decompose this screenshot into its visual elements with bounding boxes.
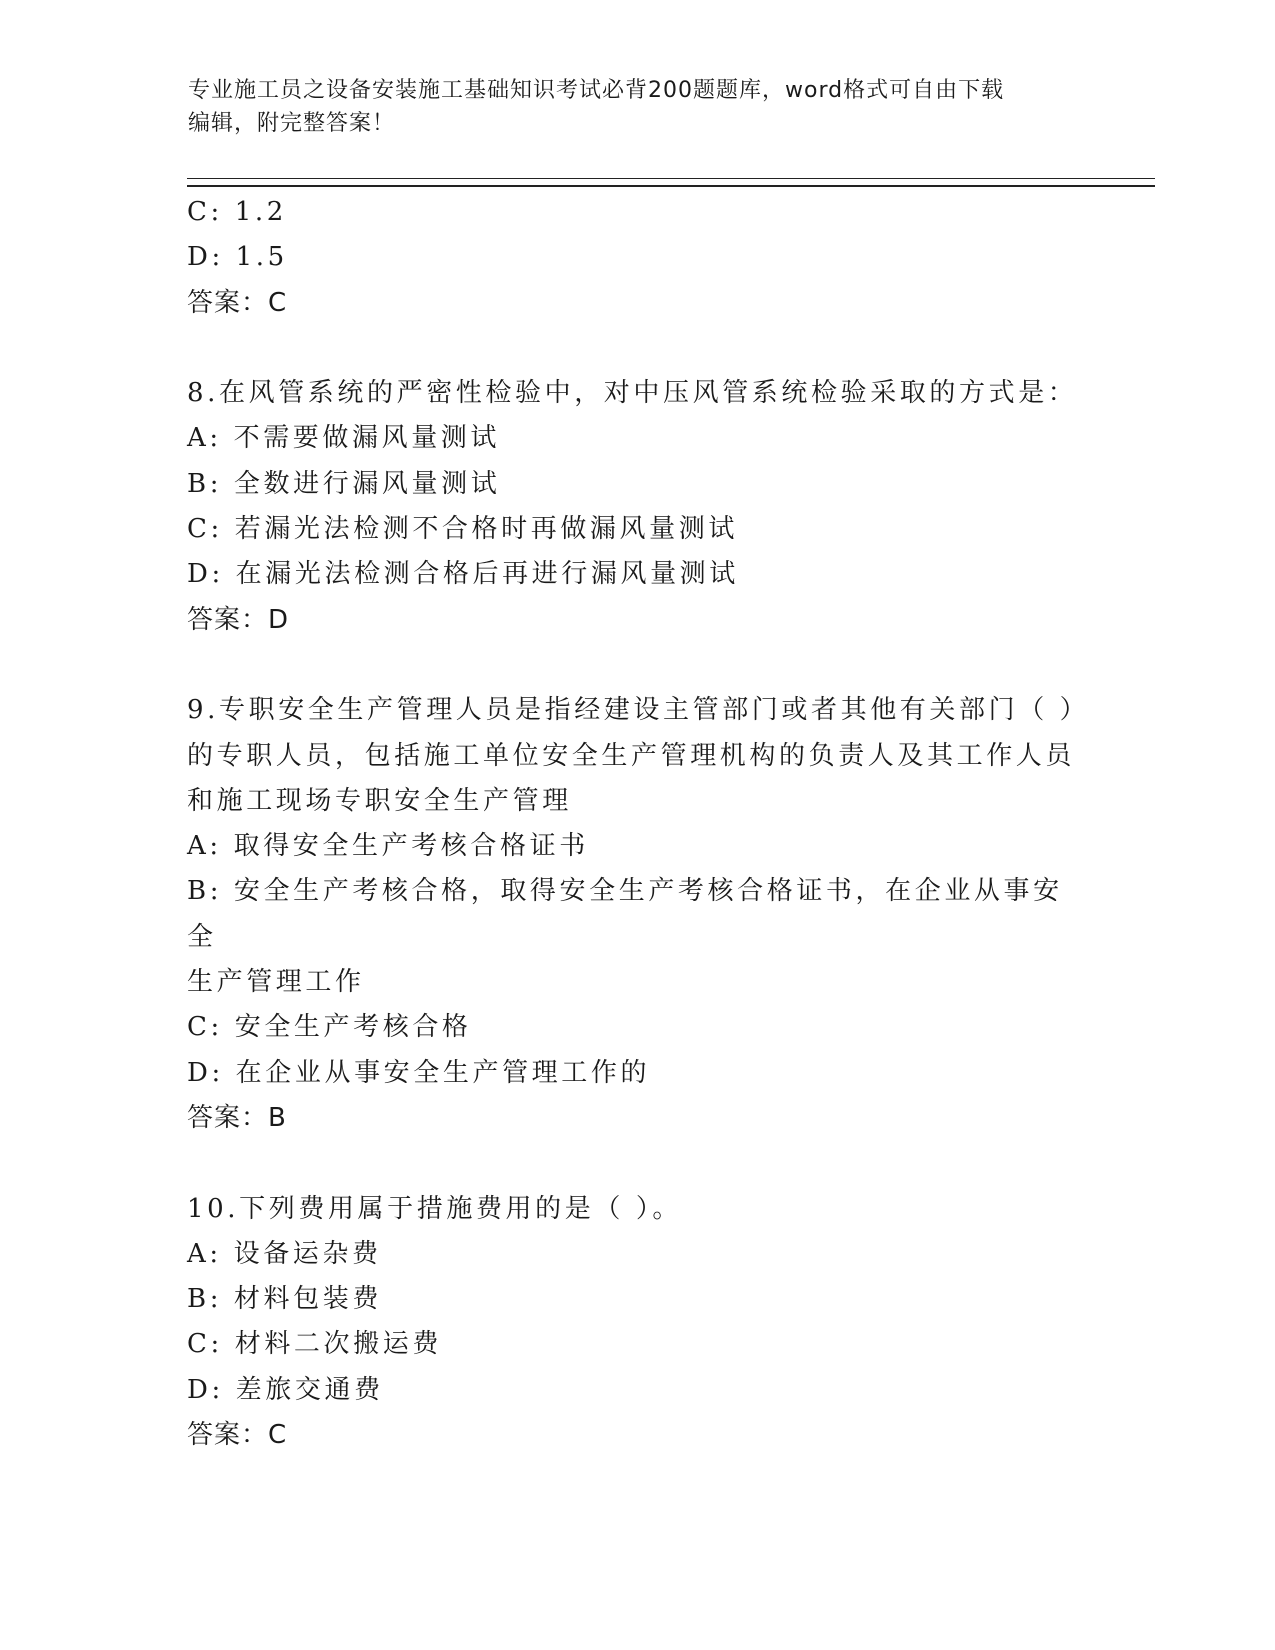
page-header (188, 74, 1068, 140)
header-divider (187, 178, 1155, 187)
option-b-line-1: B: 安全生产考核合格，取得安全生产考核合格证书，在企业从事安全 (187, 876, 1063, 952)
question-10 (187, 1187, 1087, 1459)
question-stem-line-2: 的专职人员，包括施工单位安全生产管理机构的负责人及其工作人员 (187, 740, 1076, 771)
option-b-line-2: 生产管理工作 (187, 967, 365, 998)
option-c: C: 1.2 (187, 197, 287, 227)
question-7-tail (187, 190, 1087, 326)
question-stem-line-1: 9.专职安全生产管理人员是指经建设主管部门或者其他有关部门（ ） (187, 695, 1090, 726)
option-c: C: 若漏光法检测不合格时再做漏风量测试 (187, 514, 738, 545)
option-d: D: 在企业从事安全生产管理工作的 (187, 1057, 651, 1088)
spacer (187, 326, 1087, 371)
option-c: C: 安全生产考核合格 (187, 1012, 472, 1043)
answer: 答案：C (187, 1420, 288, 1451)
option-a: A: 取得安全生产考核合格证书 (187, 831, 589, 862)
question-stem-line-3: 和施工现场专职安全生产管理 (187, 785, 572, 816)
option-d: D: 差旅交通费 (187, 1374, 384, 1405)
header-title-line-2: 编辑，附完整答案！ (188, 111, 396, 136)
option-d: D: 在漏光法检测合格后再进行漏风量测试 (187, 559, 739, 590)
answer: 答案：D (187, 604, 290, 635)
option-a: A: 不需要做漏风量测试 (187, 423, 501, 454)
option-b: B: 材料包装费 (187, 1284, 382, 1315)
spacer (187, 1141, 1087, 1186)
option-d: D: 1.5 (187, 242, 288, 273)
document-body (187, 190, 1090, 1458)
header-title-line-1: 专业施工员之设备安装施工基础知识考试必背200题题库，word格式可自由下载 (188, 78, 1005, 103)
answer: 答案：B (187, 1102, 287, 1133)
option-c: C: 材料二次搬运费 (187, 1329, 442, 1360)
spacer (187, 643, 1087, 688)
question-9 (187, 688, 1090, 1141)
option-a: A: 设备运杂费 (187, 1238, 382, 1269)
question-stem: 10.下列费用属于措施费用的是（ ）。 (187, 1193, 683, 1224)
question-stem: 8.在风管系统的严密性检验中，对中压风管系统检验采取的方式是： (187, 378, 1078, 409)
answer: 答案：C (187, 287, 288, 318)
question-8 (187, 371, 1087, 643)
option-b: B: 全数进行漏风量测试 (187, 468, 501, 499)
